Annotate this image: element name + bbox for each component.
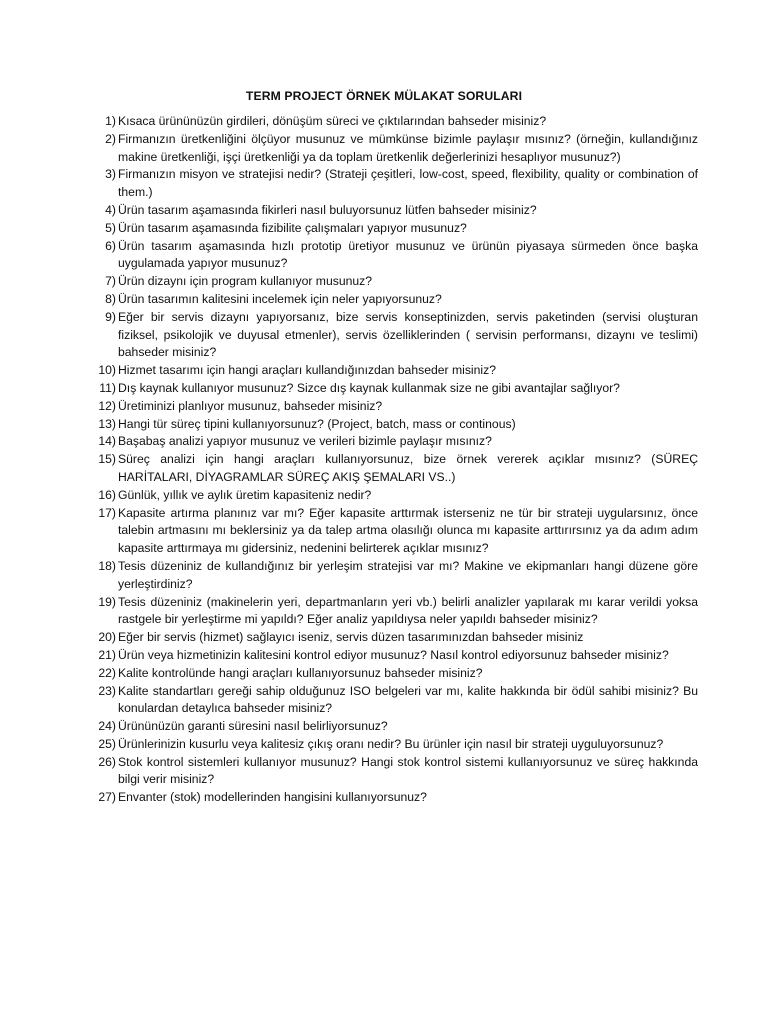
question-text: Üretiminizi planlıyor musunuz, bahseder misiniz? — [118, 398, 383, 413]
question-text: Eğer bir servis (hizmet) sağlayıcı iseniz, servis düzen tasarımınızdan bahseder misiniz — [118, 630, 584, 645]
question-item — [92, 647, 698, 665]
question-number: 5) — [105, 220, 116, 235]
question-item — [92, 718, 698, 736]
question-text: Ürünlerinizin kusurlu veya kalitesiz çıkış oranı nedir? Bu ürünler için nasıl bir strateji uyguluyorsunuz? — [118, 736, 664, 751]
question-number: 27) — [98, 790, 116, 805]
question-item — [92, 629, 698, 647]
question-number: 15) — [98, 452, 116, 467]
question-text: Ürün tasarım aşamasında hızlı prototip üretiyor musunuz ve ürünün piyasaya sürmeden önce başka uygulamada yapıyor musunuz? — [118, 238, 698, 271]
question-number: 12) — [98, 398, 116, 413]
question-item — [92, 558, 698, 594]
question-text: Firmanızın üretkenliğini ölçüyor musunuz ve mümkünse bizimle paylaşır mısınız? (örneğin, kullandığınız makine üretkenliği, işçi üretkenliği ya da toplam üretkenlik değerlerinizi hesaplıyor musunuz?) — [118, 131, 698, 164]
question-item — [92, 273, 698, 291]
question-item — [92, 451, 698, 487]
question-text: Hizmet tasarımı için hangi araçları kullandığınızdan bahseder misiniz? — [118, 363, 496, 378]
question-text: Hangi tür süreç tipini kullanıyorsunuz? (Project, batch, mass or continous) — [118, 416, 516, 431]
question-text: Günlük, yıllık ve aylık üretim kapasiteniz nedir? — [118, 487, 372, 502]
question-text: Ürününüzün garanti süresini nasıl belirliyorsunuz? — [118, 719, 388, 734]
question-item — [92, 594, 698, 630]
question-number: 16) — [98, 487, 116, 502]
question-text: Firmanızın misyon ve stratejisi nedir? (Strateji çeşitleri, low-cost, speed, flexibility, quality or combination of them.) — [118, 167, 698, 200]
question-item — [92, 220, 698, 238]
question-text: Tesis düzeniniz (makinelerin yeri, departmanların yeri vb.) belirli analizler yapılarak mı karar verildi yoksa rastgele bir yerleştirme mi yapıldı? Eğer analiz yapıldıysa neler yapıldı bahseder misiniz? — [118, 594, 698, 627]
question-item — [92, 202, 698, 220]
question-number: 4) — [105, 202, 116, 217]
question-number: 10) — [98, 363, 116, 378]
question-item — [92, 380, 698, 398]
question-text: Ürün tasarımın kalitesini incelemek için neler yapıyorsunuz? — [118, 291, 442, 306]
question-item — [92, 433, 698, 451]
question-text: Kalite kontrolünde hangi araçları kullanıyorsunuz bahseder misiniz? — [118, 665, 483, 680]
question-number: 8) — [105, 291, 116, 306]
question-item — [92, 291, 698, 309]
question-number: 3) — [105, 167, 116, 182]
question-text: Eğer bir servis dizaynı yapıyorsanız, bize servis konseptinizden, servis paketinden (servisi oluşturan fiziksel, psikolojik ve duyusal etmenler), servis özelliklerinden ( servisin performansı, dizaynı ve teslimi) bahseder misiniz? — [118, 309, 698, 360]
question-text: Kısaca ürününüzün girdileri, dönüşüm süreci ve çıktılarından bahseder misiniz? — [118, 114, 547, 128]
question-number: 9) — [105, 309, 116, 324]
question-number: 26) — [98, 754, 116, 769]
question-text: Ürün tasarım aşamasında fizibilite çalışmaları yapıyor musunuz? — [118, 220, 467, 235]
question-item — [92, 789, 698, 807]
question-number: 14) — [98, 434, 116, 449]
question-item — [92, 131, 698, 167]
question-number: 7) — [105, 274, 116, 289]
question-number: 21) — [98, 647, 116, 662]
question-text: Ürün tasarım aşamasında fikirleri nasıl buluyorsunuz lütfen bahseder misiniz? — [118, 202, 537, 217]
question-text: Ürün veya hizmetinizin kalitesini kontrol ediyor musunuz? Nasıl kontrol ediyorsunuz bahseder misiniz? — [118, 647, 669, 662]
question-item — [92, 166, 698, 202]
question-number: 18) — [98, 558, 116, 573]
question-number: 22) — [98, 665, 116, 680]
question-text: Kapasite artırma planınız var mı? Eğer kapasite arttırmak isterseniz ne tür bir strateji uygularsınız, önce talebin artmasını mı beklersiniz ya da talep artma olasılığı olunca mı kapasite arttırırsınız ya da adım adım kapasite arttırmaya mı gidersiniz, nedenini belirterek açıklar mısınız? — [118, 505, 698, 556]
question-text: Ürün dizaynı için program kullanıyor musunuz? — [118, 274, 373, 289]
question-item — [92, 238, 698, 274]
question-number: 25) — [98, 736, 116, 751]
question-number: 6) — [105, 238, 116, 253]
question-item — [92, 683, 698, 719]
question-item — [92, 505, 698, 558]
question-number: 19) — [98, 594, 116, 609]
question-number: 17) — [98, 505, 116, 520]
question-number: 13) — [98, 416, 116, 431]
question-item — [92, 754, 698, 790]
question-item — [92, 665, 698, 683]
document-title: TERM PROJECT ÖRNEK MÜLAKAT SORULARI — [245, 89, 523, 103]
question-item — [92, 309, 698, 362]
question-text: Başabaş analizi yapıyor musunuz ve verileri bizimle paylaşır mısınız? — [118, 434, 492, 449]
question-number: 20) — [98, 630, 116, 645]
question-number: 2) — [105, 131, 116, 146]
question-text: Envanter (stok) modellerinden hangisini kullanıyorsunuz? — [118, 790, 427, 805]
question-number: 24) — [98, 719, 116, 734]
question-item — [92, 362, 698, 380]
question-item — [92, 736, 698, 754]
question-list — [92, 113, 698, 807]
question-item — [92, 487, 698, 505]
question-item — [92, 398, 698, 416]
question-text: Stok kontrol sistemleri kullanıyor musunuz? Hangi stok kontrol sistemi kullanıyorsunuz ve süreç hakkında bilgi verir misiniz? — [118, 754, 698, 787]
question-text: Süreç analizi için hangi araçları kullanıyorsunuz, bize örnek vererek açıklar mısınız? (SÜREÇ HARİTALARI, DİYAGRAMLAR SÜREÇ AKIŞ ŞEMALARI VS..) — [118, 452, 698, 484]
question-number: 11) — [99, 380, 116, 395]
question-item — [92, 416, 698, 434]
question-item — [92, 113, 698, 131]
question-text: Kalite standartları gereği sahip olduğunuz ISO belgeleri var mı, kalite hakkında bir ödül sahibi misiniz? Bu konulardan detaylıca bahseder misiniz? — [118, 683, 698, 716]
question-text: Tesis düzeniniz de kullandığınız bir yerleşim stratejisi var mı? Makine ve ekipmanları hangi düzene göre yerleştirdiniz? — [118, 558, 698, 591]
question-number: 1) — [105, 114, 116, 128]
question-text: Dış kaynak kullanıyor musunuz? Sizce dış kaynak kullanmak size ne gibi avantajlar sağlıyor? — [118, 380, 620, 395]
question-number: 23) — [98, 683, 116, 698]
